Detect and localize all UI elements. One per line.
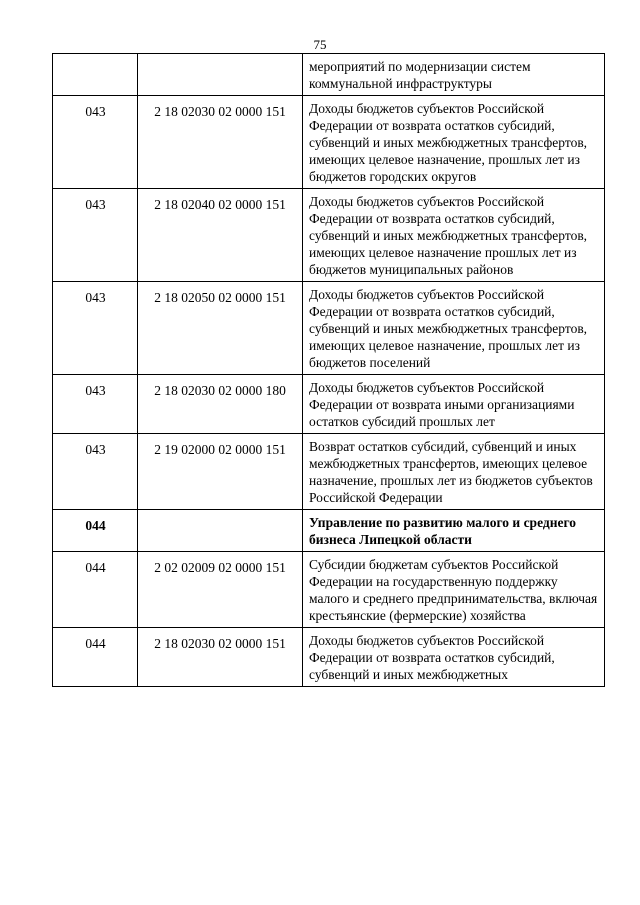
budget-code-cell: 2 18 02030 02 0000 180 — [138, 375, 303, 434]
income-name-cell: Доходы бюджетов субъектов Российской Федерации от возврата иными организациями остатков субсидий прошлых лет — [303, 375, 605, 434]
budget-code-cell: 2 18 02030 02 0000 151 — [138, 96, 303, 189]
table-row — [53, 628, 605, 687]
admin-code-cell: 043 — [53, 434, 138, 510]
budget-code-cell — [138, 510, 303, 552]
table-row — [53, 434, 605, 510]
income-name-cell: Субсидии бюджетам субъектов Российской Федерации на государственную поддержку малого и среднего предпринимательства, включая крестьянские (фермерские) хозяйства — [303, 552, 605, 628]
income-name-cell: Доходы бюджетов субъектов Российской Федерации от возврата остатков субсидий, субвенций и иных межбюджетных трансфертов, имеющих целевое назначение, прошлых лет из бюджетов поселений — [303, 282, 605, 375]
table-row — [53, 552, 605, 628]
income-name-cell: Доходы бюджетов субъектов Российской Федерации от возврата остатков субсидий, субвенций и иных межбюджетных трансфертов, имеющих целевое назначение, прошлых лет из бюджетов городских округов — [303, 96, 605, 189]
budget-code-cell: 2 02 02009 02 0000 151 — [138, 552, 303, 628]
budget-code-cell: 2 18 02040 02 0000 151 — [138, 189, 303, 282]
table-row — [53, 54, 605, 96]
budget-classification-table — [52, 53, 605, 687]
income-name-cell: Управление по развитию малого и среднего бизнеса Липецкой области — [303, 510, 605, 552]
admin-code-cell — [53, 54, 138, 96]
admin-code-cell: 044 — [53, 628, 138, 687]
income-name-cell: Доходы бюджетов субъектов Российской Федерации от возврата остатков субсидий, субвенций и иных межбюджетных трансфертов, имеющих целевое назначение прошлых лет из бюджетов муниципальных районов — [303, 189, 605, 282]
budget-code-cell: 2 18 02030 02 0000 151 — [138, 628, 303, 687]
table-row — [53, 375, 605, 434]
admin-code-cell: 044 — [53, 552, 138, 628]
page-number: 75 — [313, 37, 327, 52]
admin-code-cell: 043 — [53, 282, 138, 375]
table-row — [53, 96, 605, 189]
table-row — [53, 189, 605, 282]
budget-code-cell: 2 19 02000 02 0000 151 — [138, 434, 303, 510]
admin-code-cell: 044 — [53, 510, 138, 552]
admin-code-cell: 043 — [53, 189, 138, 282]
budget-code-cell — [138, 54, 303, 96]
table-row — [53, 282, 605, 375]
table-row — [53, 510, 605, 552]
income-name-cell: Доходы бюджетов субъектов Российской Федерации от возврата остатков субсидий, субвенций и иных межбюджетных — [303, 628, 605, 687]
income-name-cell: Возврат остатков субсидий, субвенций и иных межбюджетных трансфертов, имеющих целевое назначение, прошлых лет из бюджетов субъектов Российской Федерации — [303, 434, 605, 510]
admin-code-cell: 043 — [53, 375, 138, 434]
table-body — [53, 54, 605, 687]
budget-code-cell: 2 18 02050 02 0000 151 — [138, 282, 303, 375]
income-name-cell: мероприятий по модернизации систем коммунальной инфраструктуры — [303, 54, 605, 96]
admin-code-cell: 043 — [53, 96, 138, 189]
